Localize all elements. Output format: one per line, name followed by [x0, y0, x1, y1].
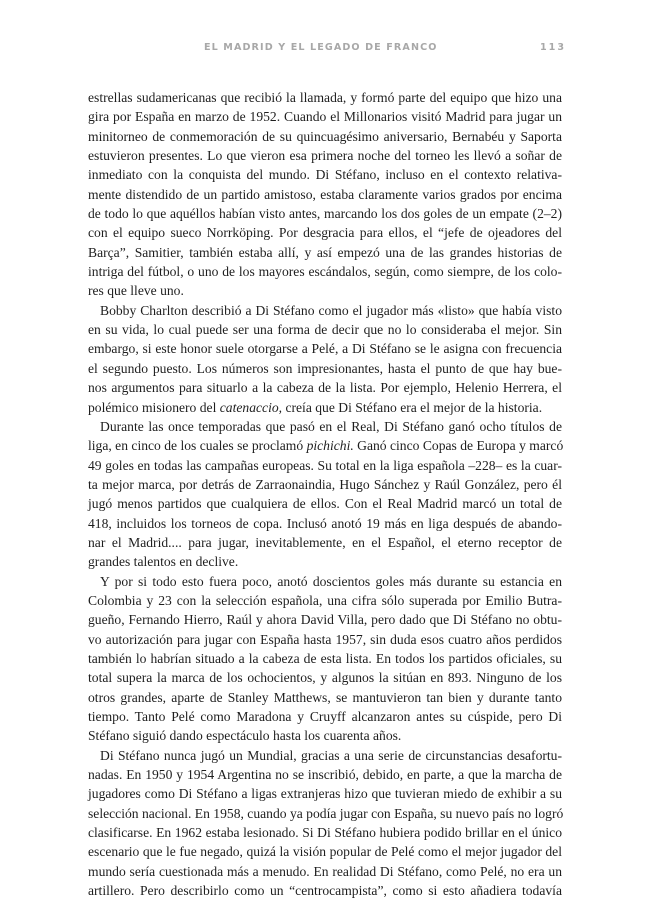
text-line: escenario que le fue negado, quizá la visión popular de Pelé como el mejor jugador del: [88, 844, 562, 860]
text-line: intriga del fútbol, o uno de los mayores escándalos, según, como siempre, de los colo-: [88, 264, 562, 280]
text-line: embargo, si este honor suele otorgarse a Pelé, a Di Stéfano se le asigna con frecuencia: [88, 341, 562, 357]
text-line: Bobby Charlton describió a Di Stéfano como el jugador más «listo» que había visto: [100, 302, 562, 318]
paragraph: [88, 88, 562, 301]
text-line: jugó menos partidos que cualquiera de ellos. Con el Real Madrid marcó un total de: [88, 496, 562, 512]
text-line: polémico misionero del catenaccio, creía que Di Stéfano era el mejor de la historia.: [88, 399, 543, 415]
text-line: otros grandes, aparte de Stanley Matthews, se mantuvieron tan bien y durante tanto: [88, 689, 562, 705]
text-line: liga, en cinco de los cuales se proclamó pichichi. Ganó cinco Copas de Europa y marcó: [88, 438, 564, 454]
text-line: Colombia y 23 con la selección española, una cifra sólo superada por Emilio Butra-: [88, 592, 562, 608]
text-line: nar el Madrid.... para jugar, inevitablemente, en el Español, el eterno receptor de: [88, 534, 562, 550]
text-line: total supera la marca de los ochocientos, y algunos la sitúan en 893. Ninguno de los: [88, 670, 562, 686]
text-line: mundo sería cuestionada más a menudo. En realidad Di Stéfano, como Pelé, no era un: [88, 863, 562, 879]
paragraph: [88, 746, 562, 901]
italic-term: pichichi.: [306, 438, 354, 454]
text-line: Barça”, Samitier, también estaba allí, y así empezó una de las grandes historias de: [88, 244, 562, 260]
text-line: inmediato con la conquista del mundo. Di Stéfano, incluso en el contexto relativa-: [88, 167, 562, 183]
text-line: mente distendido de un partido amistoso, estaba claramente varios grados por encima: [88, 186, 562, 202]
paragraph: [88, 572, 562, 746]
text-line: tiempo. Tanto Pelé como Maradona y Cruyff alcanzaron antes su cúspide, pero Di: [88, 709, 562, 724]
paragraph: [88, 417, 562, 572]
text-line: Durante las once temporadas que pasó en el Real, Di Stéfano ganó ocho títulos de: [100, 418, 562, 434]
text-line: 418, incluidos los torneos de copa. Inclusó anotó 19 más en liga después de abando-: [88, 515, 562, 531]
text-line: en su vida, lo cual puede ser una forma de decir que no lo consideraba el mejor. Sin: [88, 322, 562, 338]
text-line: Stéfano siguió dando espectáculo hasta los cuarenta años.: [88, 728, 402, 744]
paragraph: [88, 301, 562, 417]
text-line: gueño, Fernando Hierro, Raúl y ahora David Villa, pero dado que Di Stéfano no obtu-: [88, 612, 562, 628]
text-line: nos argumentos para situarlo a la cabeza de la lista. Por ejemplo, Helenio Herrera, el: [88, 380, 562, 396]
text-line: estrellas sudamericanas que recibió la llamada, y formó parte del equipo que hizo una: [88, 90, 562, 105]
text-line: Y por si todo esto fuera poco, anotó doscientos goles más durante su estancia en: [100, 573, 562, 589]
text-line: minitorneo de conmemoración de su quincuagésimo aniversario, Bernabéu y Saporta: [88, 128, 562, 144]
text-line: res que lleve uno.: [88, 283, 184, 299]
text-line: nadas. En 1950 y 1954 Argentina no se inscribió, debido, en parte, a que la marcha de: [88, 767, 562, 783]
text-line: jugadores como Di Stéfano a ligas extranjeras hizo que tuvieran miedo de exhibir a su: [88, 786, 562, 802]
text-line: también lo habrían situado a la cabeza de esta lista. En todos los partidos oficiales, su: [88, 650, 562, 666]
text-line: el segundo puesto. Los números son impresionantes, hasta el punto de que hay bue-: [88, 360, 562, 376]
text-line: Di Stéfano nunca jugó un Mundial, gracias a una serie de circunstancias desafortu-: [100, 747, 562, 763]
text-line: 49 goles en todas las campañas europeas. Su total en la liga española –228– es la cuar-: [88, 457, 562, 473]
text-line: grandes talentos en declive.: [88, 554, 239, 570]
text-line: con el equipo sueco Norrköping. Por desgracia para ellos, el “jefe de ojeadores del: [88, 225, 562, 241]
text-line: artillero. Pero describirlo como un “centrocampista”, como si esto añadiera todavía: [88, 883, 562, 899]
running-head-title: EL MADRID Y EL LEGADO DE FRANCO: [204, 42, 438, 53]
text-line: gira por España en marzo de 1952. Cuando el Millonarios visitó Madrid para jugar un: [88, 109, 562, 125]
italic-term: catenaccio,: [219, 399, 283, 415]
text-line: ta mejor marca, por detrás de Zarraonaindia, Hugo Sánchez y Raúl González, pero él: [88, 476, 562, 492]
text-line: vo autorización para jugar con España hasta 1957, sin duda esos cuatro años perdidos: [88, 631, 562, 647]
text-line: selección nacional. En 1958, cuando ya podía jugar con España, su nuevo país no logró: [88, 805, 564, 821]
page-number: 113: [540, 42, 567, 53]
text-line: de todo lo que aquéllos habían visto antes, marcando los dos goles de un empate (2–2): [88, 206, 562, 222]
text-line: clasificarse. En 1962 estaba lesionado. Si Di Stéfano hubiera podido brillar en el único: [88, 825, 562, 841]
body-text: [88, 88, 562, 900]
text-line: estuvieron presentes. Lo que vieron esa primera noche del torneo les llevó a soñar de: [88, 148, 562, 164]
